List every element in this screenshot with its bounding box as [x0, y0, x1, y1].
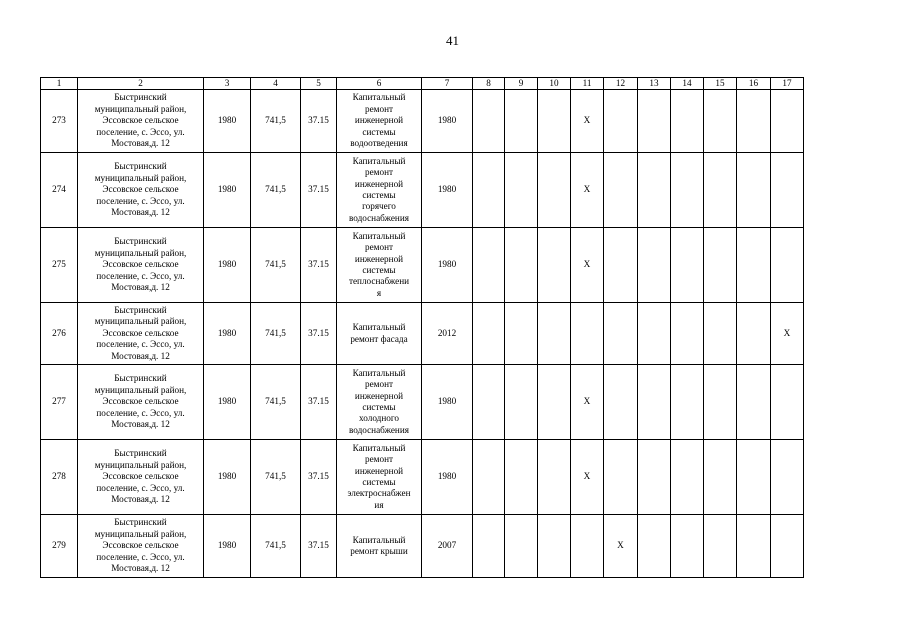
planned-year-cell: 2007 [422, 515, 473, 578]
mark-cell [671, 365, 704, 440]
table-row [41, 515, 804, 578]
mark-cell [604, 303, 638, 365]
mark-cell [604, 153, 638, 228]
column-header: 13 [638, 78, 671, 90]
address-cell: Быстринский муниципальный район, Эссовское сельское поселение, с. Эссо, ул. Мостовая,д. 12 [78, 365, 204, 440]
column-header: 9 [505, 78, 538, 90]
page-number: 41 [446, 33, 459, 48]
mark-cell [704, 303, 737, 365]
column-header: 11 [571, 78, 604, 90]
year-built-cell: 1980 [204, 365, 251, 440]
mark-cell [604, 440, 638, 515]
mark-cell [771, 365, 804, 440]
column-header: 4 [251, 78, 301, 90]
table-row [41, 90, 804, 153]
row-number: 275 [41, 228, 78, 303]
table-row [41, 153, 804, 228]
mark-cell: X [604, 515, 638, 578]
wear-cell: 37.15 [301, 90, 337, 153]
mark-cell: X [571, 90, 604, 153]
address-cell: Быстринский муниципальный район, Эссовское сельское поселение, с. Эссо, ул. Мостовая,д. 12 [78, 440, 204, 515]
planned-year-cell: 1980 [422, 90, 473, 153]
mark-cell [771, 90, 804, 153]
column-header: 17 [771, 78, 804, 90]
mark-cell [473, 153, 505, 228]
mark-cell [737, 515, 771, 578]
mark-cell: X [571, 440, 604, 515]
column-header: 6 [337, 78, 422, 90]
mark-cell [704, 440, 737, 515]
column-header: 2 [78, 78, 204, 90]
mark-cell [771, 228, 804, 303]
mark-cell [671, 90, 704, 153]
mark-cell [473, 365, 505, 440]
column-header: 15 [704, 78, 737, 90]
row-number: 277 [41, 365, 78, 440]
mark-cell [538, 515, 571, 578]
area-cell: 741,5 [251, 303, 301, 365]
mark-cell [704, 515, 737, 578]
mark-cell [671, 228, 704, 303]
mark-cell [604, 365, 638, 440]
year-built-cell: 1980 [204, 440, 251, 515]
column-header: 8 [473, 78, 505, 90]
planned-year-cell: 1980 [422, 365, 473, 440]
mark-cell [671, 303, 704, 365]
work-type-cell: Капитальный ремонт инженерной системы водоотведения [337, 90, 422, 153]
row-number: 276 [41, 303, 78, 365]
mark-cell [771, 153, 804, 228]
mark-cell [604, 228, 638, 303]
mark-cell [737, 365, 771, 440]
mark-cell [538, 303, 571, 365]
mark-cell: X [571, 153, 604, 228]
mark-cell [505, 90, 538, 153]
area-cell: 741,5 [251, 153, 301, 228]
mark-cell [505, 303, 538, 365]
wear-cell: 37.15 [301, 515, 337, 578]
mark-cell [638, 365, 671, 440]
address-cell: Быстринский муниципальный район, Эссовское сельское поселение, с. Эссо, ул. Мостовая,д. 12 [78, 228, 204, 303]
mark-cell [571, 303, 604, 365]
mark-cell [538, 228, 571, 303]
mark-cell [704, 228, 737, 303]
planned-year-cell: 2012 [422, 303, 473, 365]
mark-cell [538, 90, 571, 153]
mark-cell [505, 365, 538, 440]
area-cell: 741,5 [251, 228, 301, 303]
column-header: 7 [422, 78, 473, 90]
year-built-cell: 1980 [204, 515, 251, 578]
column-header: 5 [301, 78, 337, 90]
year-built-cell: 1980 [204, 90, 251, 153]
address-cell: Быстринский муниципальный район, Эссовское сельское поселение, с. Эссо, ул. Мостовая,д. 12 [78, 153, 204, 228]
column-header: 10 [538, 78, 571, 90]
mark-cell [638, 515, 671, 578]
column-header: 3 [204, 78, 251, 90]
mark-cell [704, 90, 737, 153]
wear-cell: 37.15 [301, 440, 337, 515]
address-cell: Быстринский муниципальный район, Эссовское сельское поселение, с. Эссо, ул. Мостовая,д. 12 [78, 303, 204, 365]
mark-cell [671, 440, 704, 515]
mark-cell: X [771, 303, 804, 365]
mark-cell [571, 515, 604, 578]
table-row [41, 228, 804, 303]
mark-cell [473, 90, 505, 153]
header-row [41, 78, 804, 90]
wear-cell: 37.15 [301, 365, 337, 440]
mark-cell [538, 365, 571, 440]
mark-cell [737, 153, 771, 228]
planned-year-cell: 1980 [422, 153, 473, 228]
year-built-cell: 1980 [204, 153, 251, 228]
mark-cell [505, 440, 538, 515]
area-cell: 741,5 [251, 515, 301, 578]
mark-cell [737, 228, 771, 303]
mark-cell [704, 365, 737, 440]
work-type-cell: Капитальный ремонт крыши [337, 515, 422, 578]
mark-cell [604, 90, 638, 153]
year-built-cell: 1980 [204, 228, 251, 303]
mark-cell [671, 153, 704, 228]
area-cell: 741,5 [251, 365, 301, 440]
address-cell: Быстринский муниципальный район, Эссовское сельское поселение, с. Эссо, ул. Мостовая,д. 12 [78, 90, 204, 153]
table-row [41, 440, 804, 515]
address-cell: Быстринский муниципальный район, Эссовское сельское поселение, с. Эссо, ул. Мостовая,д. 12 [78, 515, 204, 578]
mark-cell: X [571, 228, 604, 303]
table-row [41, 365, 804, 440]
mark-cell [473, 440, 505, 515]
planned-year-cell: 1980 [422, 228, 473, 303]
planned-year-cell: 1980 [422, 440, 473, 515]
column-header: 12 [604, 78, 638, 90]
mark-cell [473, 303, 505, 365]
mark-cell [538, 153, 571, 228]
mark-cell [538, 440, 571, 515]
mark-cell [638, 228, 671, 303]
area-cell: 741,5 [251, 90, 301, 153]
repair-schedule-table [40, 77, 804, 578]
column-header: 16 [737, 78, 771, 90]
mark-cell [505, 228, 538, 303]
mark-cell [737, 440, 771, 515]
mark-cell [704, 153, 737, 228]
mark-cell: X [571, 365, 604, 440]
column-header: 14 [671, 78, 704, 90]
mark-cell [638, 90, 671, 153]
work-type-cell: Капитальный ремонт инженерной системы горячего водоснабжения [337, 153, 422, 228]
work-type-cell: Капитальный ремонт фасада [337, 303, 422, 365]
wear-cell: 37.15 [301, 153, 337, 228]
mark-cell [771, 440, 804, 515]
mark-cell [771, 515, 804, 578]
mark-cell [671, 515, 704, 578]
row-number: 278 [41, 440, 78, 515]
work-type-cell: Капитальный ремонт инженерной системы электроснабжен ия [337, 440, 422, 515]
year-built-cell: 1980 [204, 303, 251, 365]
mark-cell [638, 303, 671, 365]
mark-cell [638, 440, 671, 515]
mark-cell [473, 515, 505, 578]
mark-cell [737, 90, 771, 153]
mark-cell [505, 153, 538, 228]
column-header: 1 [41, 78, 78, 90]
area-cell: 741,5 [251, 440, 301, 515]
row-number: 274 [41, 153, 78, 228]
mark-cell [505, 515, 538, 578]
work-type-cell: Капитальный ремонт инженерной системы теплоснабжени я [337, 228, 422, 303]
row-number: 273 [41, 90, 78, 153]
row-number: 279 [41, 515, 78, 578]
wear-cell: 37.15 [301, 303, 337, 365]
mark-cell [638, 153, 671, 228]
mark-cell [473, 228, 505, 303]
work-type-cell: Капитальный ремонт инженерной системы холодного водоснабжения [337, 365, 422, 440]
mark-cell [737, 303, 771, 365]
table-row [41, 303, 804, 365]
wear-cell: 37.15 [301, 228, 337, 303]
